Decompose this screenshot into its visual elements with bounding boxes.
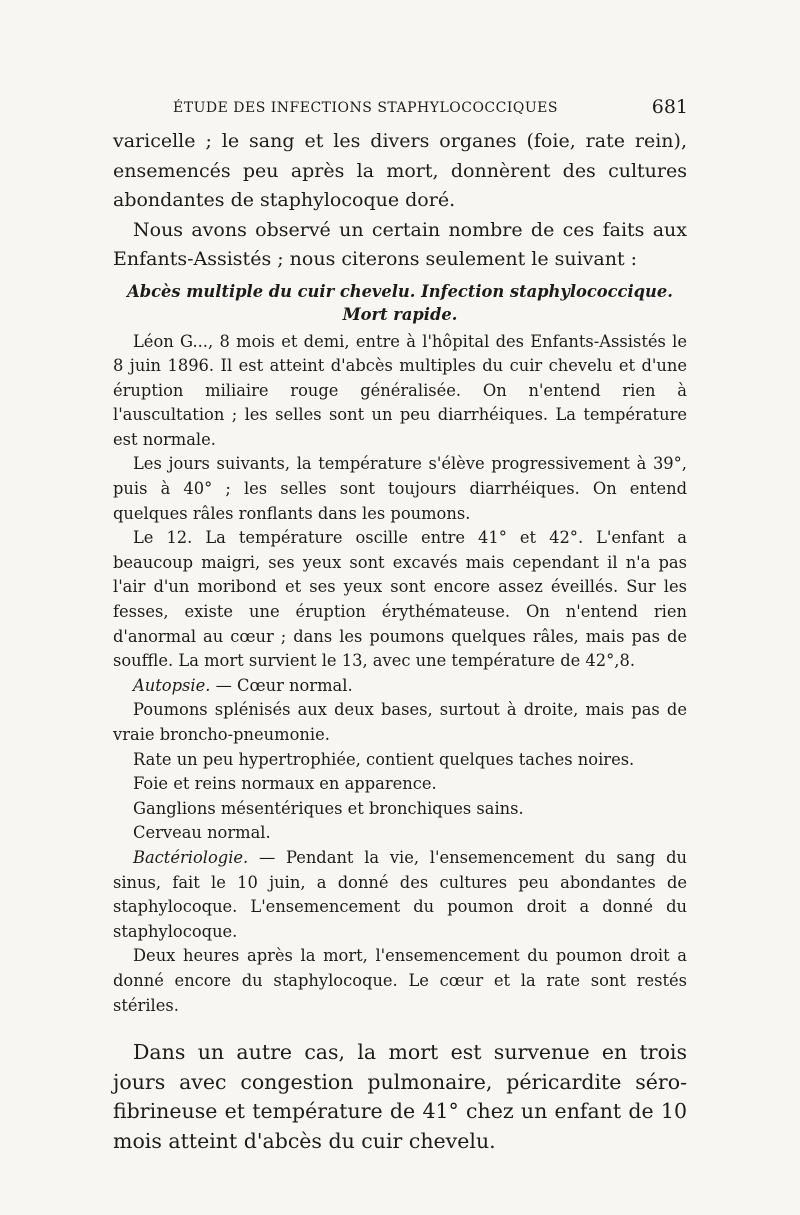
paragraph-rate: Rate un peu hypertrophiée, contient quelques taches noires. xyxy=(133,749,635,769)
paragraph-ganglions: Ganglions mésentériques et bronchiques sains. xyxy=(133,798,524,818)
running-title: ÉTUDE DES INFECTIONS STAPHYLOCOCCIQUES xyxy=(173,100,558,116)
page-body xyxy=(113,127,687,1156)
case-title-line-2: Mort rapide. xyxy=(342,305,458,324)
paragraph-poumons: Poumons splénisés aux deux bases, surtout à droite, mais pas de vraie broncho-pneumonie. xyxy=(113,700,687,744)
case-title-line-1: Abcès multiple du cuir chevelu. Infection staphylococcique. xyxy=(127,281,673,301)
autopsie-label: Autopsie. xyxy=(133,675,211,695)
page-header xyxy=(113,96,688,124)
autopsie-text: — Cœur normal. xyxy=(210,675,353,695)
paragraph-autopsie xyxy=(113,674,687,699)
page-number: 681 xyxy=(651,96,688,118)
paragraph-bacteriologie xyxy=(113,846,687,944)
paragraph-varicelle: varicelle ; le sang et les divers organes (foie, rate rein), ensemencés peu après la mort, donnèrent des cultures abondantes de staphylocoque doré. xyxy=(113,130,687,211)
bacteriologie-text: — Pendant la vie, l'ensemencement du sang du sinus, fait le 10 juin, a donné des cultures peu abondantes de staphylocoque. L'ensemencement du poumon droit a donné du staphylocoque. xyxy=(113,847,687,941)
bacteriologie-label: Bactériologie. xyxy=(133,847,249,867)
paragraph-cerveau: Cerveau normal. xyxy=(133,823,271,843)
paragraph-autre-cas: Dans un autre cas, la mort est survenue en trois jours avec congestion pulmonaire, péricardite séro-fibrineuse et température de 41° chez un enfant de 10 mois atteint d'abcès du cuir chevelu. xyxy=(113,1040,687,1153)
paragraph-le-12: Le 12. La température oscille entre 41° et 42°. L'enfant a beaucoup maigri, ses yeux sont excavés mais cependant il n'a pas l'air d'un moribond et ses yeux sont encore assez éveillés. Sur les fesses, existe une éruption érythémateuse. On n'entend rien d'anormal au cœur ; dans les poumons quelques râles, mais pas de souffle. La mort survient le 13, avec une température de 42°,8. xyxy=(113,528,687,671)
paragraph-foie: Foie et reins normaux en apparence. xyxy=(133,774,437,794)
paragraph-jours-suivants: Les jours suivants, la température s'élève progressivement à 39°, puis à 40° ; les selles sont toujours diarrhéiques. On entend quelques râles ronflants dans les poumons. xyxy=(113,454,687,523)
paragraph-deux-heures: Deux heures après la mort, l'ensemencement du poumon droit a donné encore du staphylocoque. Le cœur et la rate sont restés stériles. xyxy=(113,946,687,1015)
paragraph-leon: Léon G..., 8 mois et demi, entre à l'hôpital des Enfants-Assistés le 8 juin 1896. Il est atteint d'abcès multiples du cuir chevelu et d'une éruption miliaire rouge généralisée. On n'entend rien à l'auscultation ; les selles sont un peu diarrhéiques. La température est normale. xyxy=(113,331,687,449)
paragraph-observations: Nous avons observé un certain nombre de ces faits aux Enfants-Assistés ; nous citerons seulement le suivant : xyxy=(113,218,687,270)
case-title xyxy=(113,280,687,327)
